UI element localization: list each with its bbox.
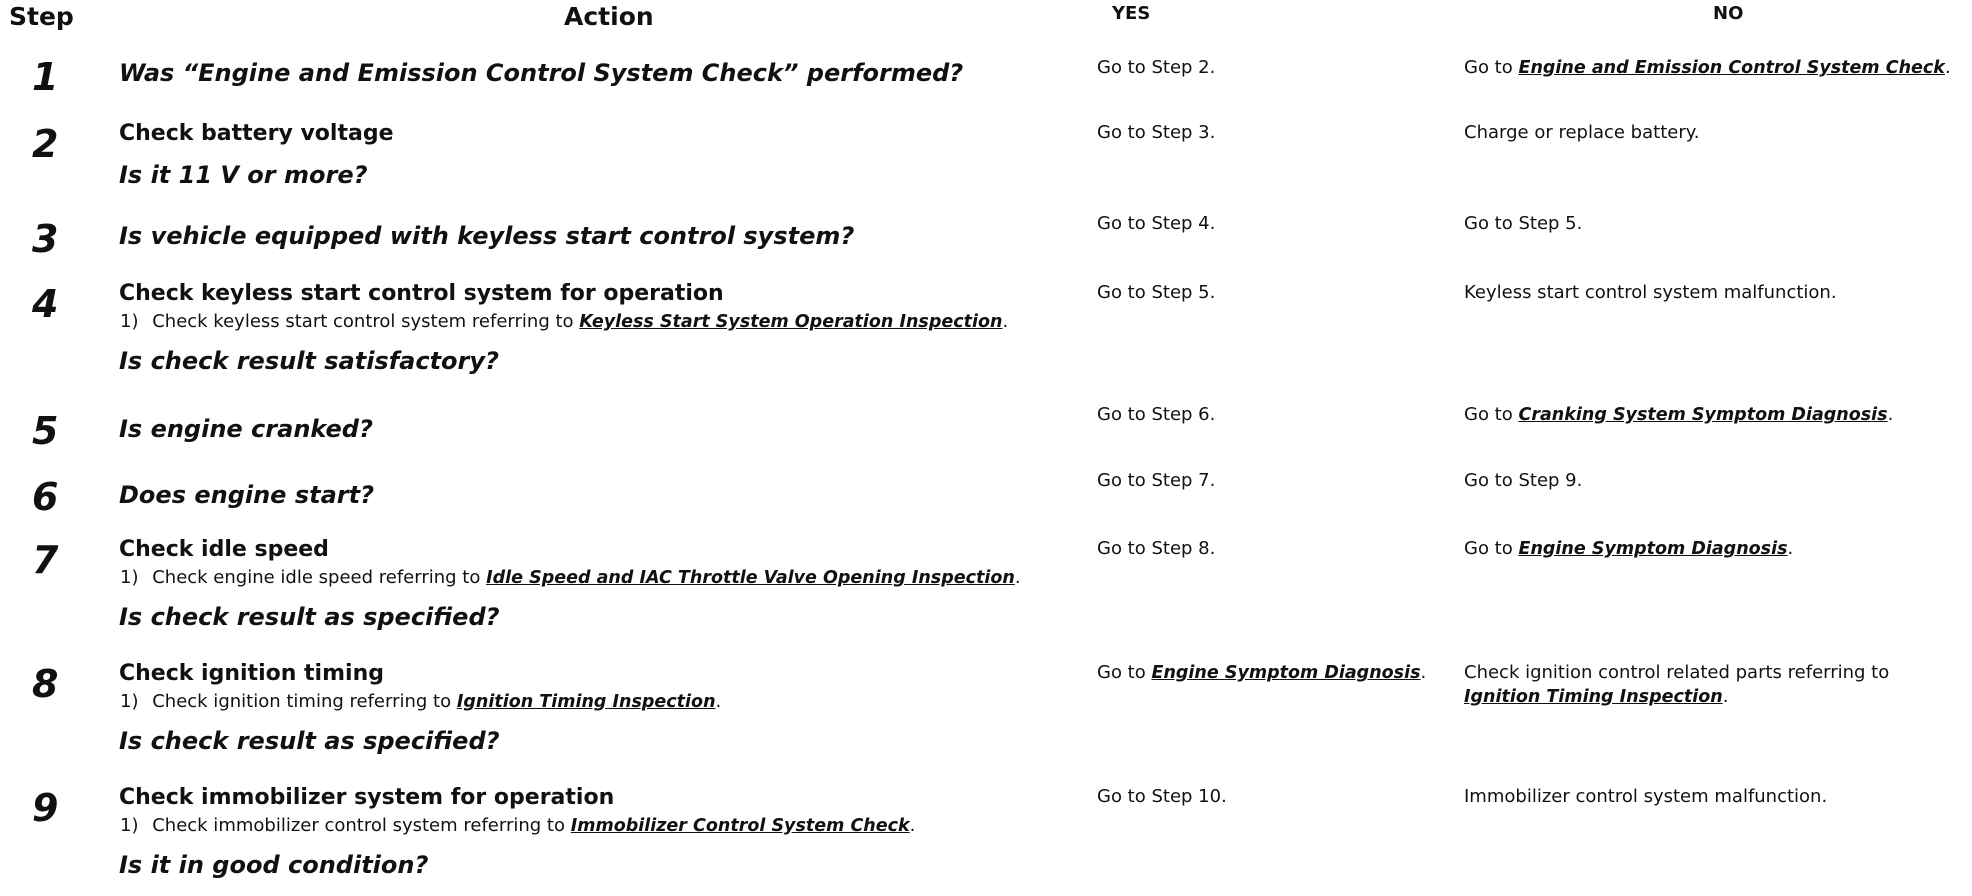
no-text: Check ignition control related parts referring to — [1464, 662, 1890, 683]
no-text-end: . — [1787, 538, 1794, 559]
instruction-text: Check keyless start control system referring to — [152, 311, 574, 332]
no-text-end: . — [1887, 404, 1894, 425]
no-cell — [1464, 403, 1969, 427]
no-cell — [1464, 56, 1969, 80]
step-label: Check immobilizer system for operation — [119, 785, 615, 810]
no-cell: Immobilizer control system malfunction. — [1464, 786, 1828, 807]
step-question: Is it in good condition? — [119, 851, 429, 879]
yes-cell: Go to Step 4. — [1097, 213, 1216, 234]
instruction-link[interactable]: Keyless Start System Operation Inspection — [579, 312, 1003, 332]
no-link[interactable]: Engine and Emission Control System Check — [1518, 58, 1945, 78]
yes-cell — [1097, 661, 1457, 685]
step-instruction — [119, 690, 1079, 714]
step-action — [119, 218, 1079, 251]
no-cell — [1464, 661, 1969, 709]
no-text: Go to — [1464, 404, 1519, 425]
step-question: Is check result as specified? — [119, 603, 500, 631]
instruction-text: Check ignition timing referring to — [152, 691, 452, 712]
step-action — [119, 120, 1079, 190]
yes-text-end: . — [1420, 662, 1427, 683]
step-action — [119, 411, 1079, 444]
step-instruction — [119, 566, 1079, 590]
instruction-end: . — [1014, 567, 1021, 588]
step-label: Check idle speed — [119, 537, 329, 562]
yes-cell: Go to Step 5. — [1097, 282, 1216, 303]
step-instruction — [119, 310, 1079, 334]
step-question: Does engine start? — [119, 481, 374, 509]
no-cell — [1464, 537, 1969, 561]
header-no: NO — [1713, 3, 1744, 24]
yes-cell: Go to Step 8. — [1097, 538, 1216, 559]
yes-cell: Go to Step 7. — [1097, 470, 1216, 491]
yes-link[interactable]: Engine Symptom Diagnosis — [1151, 663, 1421, 683]
no-link[interactable]: Engine Symptom Diagnosis — [1518, 539, 1788, 559]
instruction-text: Check immobilizer control system referring to — [152, 815, 565, 836]
no-cell: Keyless start control system malfunction. — [1464, 282, 1837, 303]
step-action — [119, 660, 1079, 756]
yes-cell: Go to Step 3. — [1097, 122, 1216, 143]
step-question: Is check result satisfactory? — [119, 347, 499, 375]
step-action — [119, 477, 1079, 510]
step-number: 1 — [32, 55, 59, 99]
header-yes: YES — [1112, 3, 1151, 24]
no-text-end: . — [1944, 57, 1951, 78]
step-number: 8 — [32, 662, 59, 706]
no-text: Go to — [1464, 538, 1519, 559]
step-question: Is engine cranked? — [119, 415, 373, 443]
step-number: 3 — [32, 217, 59, 261]
step-action — [119, 56, 1079, 88]
no-cell: Go to Step 5. — [1464, 213, 1583, 234]
instruction-link[interactable]: Immobilizer Control System Check — [570, 816, 910, 836]
step-question: Is vehicle equipped with keyless start control system? — [119, 222, 855, 250]
instruction-end: . — [1002, 311, 1009, 332]
instruction-number: 1) — [120, 567, 139, 588]
step-number: 7 — [32, 538, 59, 582]
instruction-text: Check engine idle speed referring to — [152, 567, 481, 588]
instruction-link[interactable]: Ignition Timing Inspection — [456, 692, 716, 712]
step-number: 9 — [32, 786, 59, 830]
step-label: Check ignition timing — [119, 661, 384, 686]
yes-cell: Go to Step 2. — [1097, 57, 1216, 78]
step-action — [119, 280, 1079, 376]
yes-text: Go to — [1097, 662, 1152, 683]
step-label: Check battery voltage — [119, 121, 394, 146]
step-number: 6 — [32, 475, 59, 519]
instruction-number: 1) — [120, 815, 139, 836]
step-question: Is check result as specified? — [119, 727, 500, 755]
instruction-number: 1) — [120, 311, 139, 332]
no-cell: Go to Step 9. — [1464, 470, 1583, 491]
step-action — [119, 784, 1079, 880]
no-cell: Charge or replace battery. — [1464, 122, 1700, 143]
step-question: Is it 11 V or more? — [119, 161, 368, 189]
instruction-end: . — [909, 815, 916, 836]
step-number: 5 — [32, 409, 59, 453]
header-step: Step — [9, 2, 74, 31]
no-link[interactable]: Cranking System Symptom Diagnosis — [1518, 405, 1888, 425]
no-text-end: . — [1722, 686, 1729, 707]
step-number: 4 — [32, 282, 59, 326]
no-link[interactable]: Ignition Timing Inspection — [1464, 687, 1723, 707]
instruction-number: 1) — [120, 691, 139, 712]
yes-cell: Go to Step 6. — [1097, 404, 1216, 425]
step-instruction — [119, 814, 1079, 838]
instruction-link[interactable]: Idle Speed and IAC Throttle Valve Opening Inspection — [486, 568, 1015, 588]
step-action — [119, 536, 1079, 632]
instruction-end: . — [715, 691, 722, 712]
header-action: Action — [564, 2, 654, 31]
no-text: Go to — [1464, 57, 1519, 78]
step-label: Check keyless start control system for operation — [119, 281, 724, 306]
step-question: Was “Engine and Emission Control System Check” performed? — [119, 59, 964, 87]
step-number: 2 — [32, 122, 59, 166]
yes-cell: Go to Step 10. — [1097, 786, 1227, 807]
